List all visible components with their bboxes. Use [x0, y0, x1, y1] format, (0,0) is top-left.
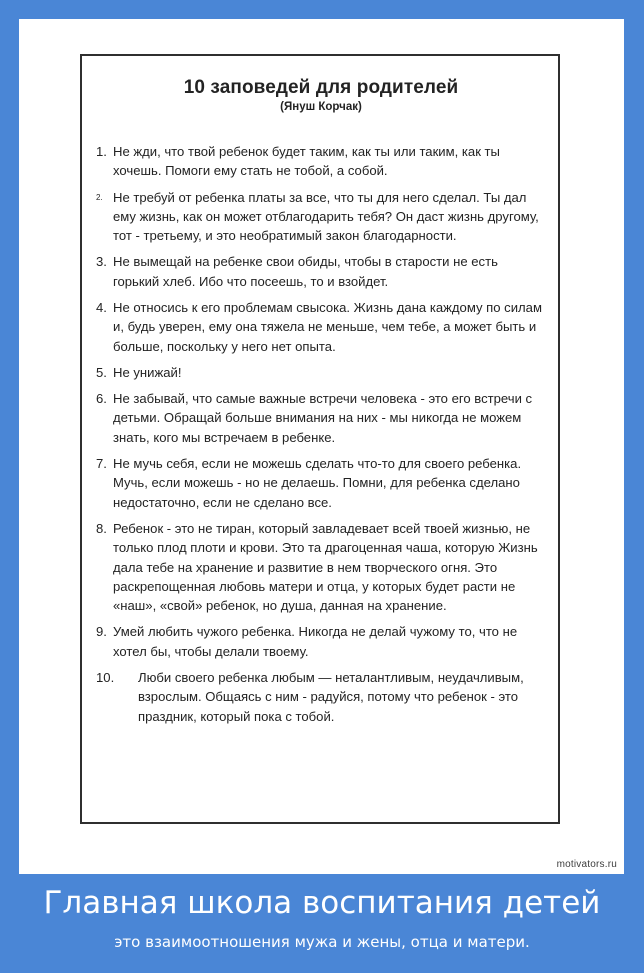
rule-number: 3.: [96, 254, 107, 270]
rule-number: 6.: [96, 390, 107, 406]
rule-text: Не относись к его проблемам свысока. Жизнь дана каждому по силам и, будь уверен, ему она тяжела не меньше, чем тебе, а может быть и больше, поскольку у него нет опыта.: [113, 299, 542, 354]
rule-item: [96, 363, 546, 382]
rule-number: 4.: [96, 299, 107, 315]
rule-item: [96, 298, 546, 356]
poster-frame: [19, 19, 624, 874]
rules-list: [96, 142, 546, 726]
document-title: 10 заповедей для родителей: [183, 77, 459, 98]
rule-item: [96, 252, 546, 291]
document-sheet: [80, 54, 560, 824]
rule-number: 8.: [96, 520, 107, 536]
rule-text: Не унижай!: [113, 364, 182, 380]
rule-item: [96, 519, 546, 616]
rule-number: 10.: [96, 669, 115, 685]
rule-item: [96, 142, 546, 181]
poster-subline: это взаимоотношения мужа и жены, отца и матери.: [114, 933, 530, 951]
rule-number: 1.: [96, 144, 107, 159]
rule-text: Не жди, что твой ребенок будет таким, как ты или таким, как ты хочешь. Помоги ему стать не тобой, а собой.: [113, 144, 500, 179]
rule-number: 5.: [96, 364, 107, 380]
rule-text: Не вымещай на ребенке свои обиды, чтобы в старости не есть горький хлеб. Ибо что посеешь, то и взойдет.: [113, 254, 498, 289]
rule-number: 9.: [96, 624, 107, 640]
rule-text: Не мучь себя, если не можешь сделать что-то для своего ребенка. Мучь, если можешь - но не делаешь. Помни, для ребенка сделано недостаточно, если не сделано все.: [113, 455, 522, 510]
rule-number: 7.: [96, 455, 107, 471]
rule-item: [96, 188, 546, 246]
rule-text: Ребенок - это не тиран, который завладевает всей твоей жизнью, не только плод плоти и крови. Это та драгоценная чаша, которую Жизнь дала тебе на хранение и развитие в нем творческого огня. Это раскрепощенная любовь матери и отца, у которых будет расти не «наш», «свой» ребенок, но душа, данная на хранение.: [113, 520, 538, 614]
watermark: motivators.ru: [556, 859, 617, 870]
rule-text: Умей любить чужого ребенка. Никогда не делай чужому то, что не хотел бы, чтобы делали твоему.: [113, 624, 518, 659]
document-author: (Януш Корчак): [280, 101, 362, 113]
rule-text: Не забывай, что самые важные встречи человека - это его встречи с детьми. Обращай больше внимания на них - мы никогда не можем знать, кого мы встречаем в ребенке.: [113, 390, 533, 445]
rule-number: 2.: [96, 192, 103, 202]
rule-item: [96, 389, 546, 447]
rule-text: Люби своего ребенка любым — неталантливым, неудачливым, взрослым. Общаясь с ним - радуйся, потому что ребенок - это праздник, который пока с тобой.: [138, 669, 524, 724]
poster-headline: Главная школа воспитания детей: [43, 885, 601, 921]
rule-item: [96, 668, 546, 726]
rule-text: Не требуй от ребенка платы за все, что ты для него сделал. Ты дал ему жизнь, как он может отблагодарить тебя? Он даст жизнь другому, тот - третьему, и это необратимый закон благодарности.: [113, 189, 539, 244]
rule-item: [96, 454, 546, 512]
rule-item: [96, 622, 546, 661]
